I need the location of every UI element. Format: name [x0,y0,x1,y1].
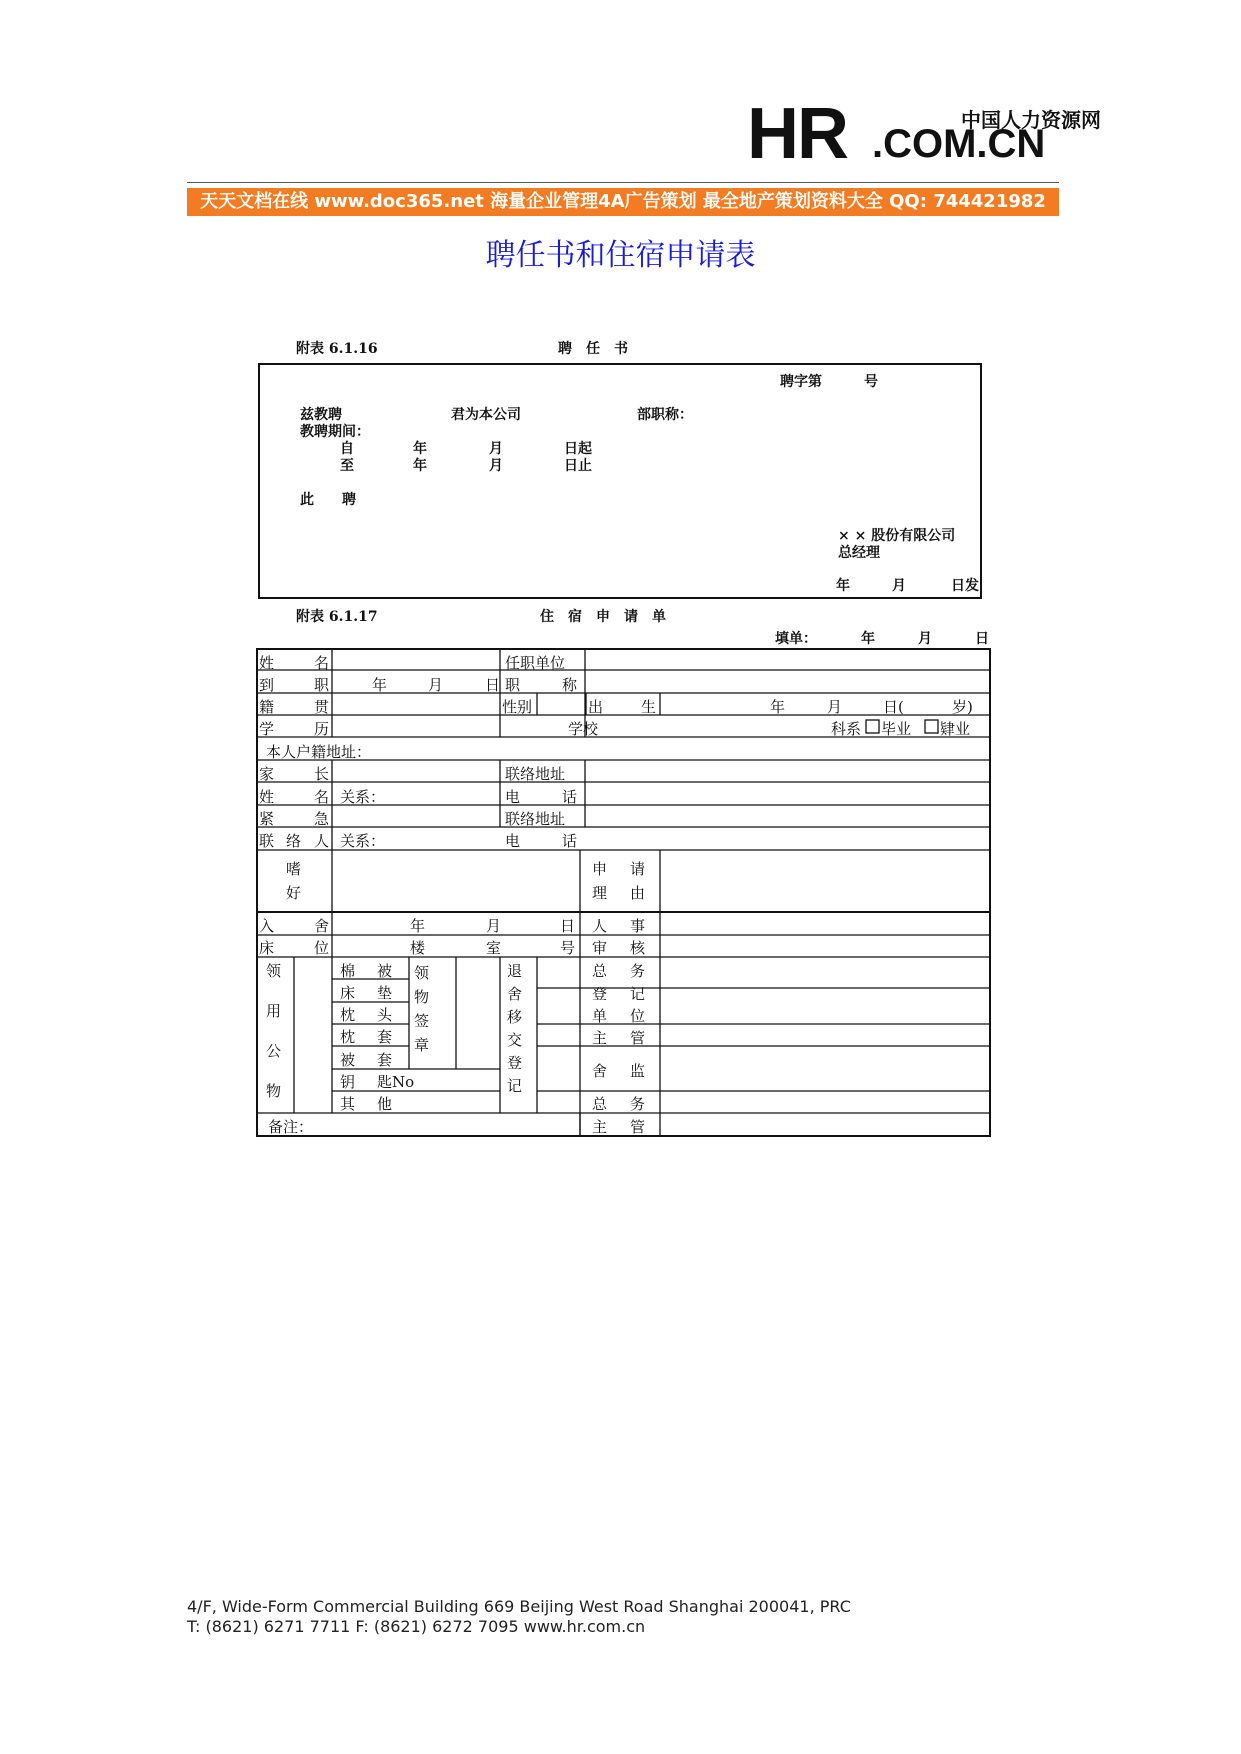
lbl-hobby-2: 好 [286,884,302,902]
lbl-sign-3: 签 [414,1012,430,1030]
lbl-hobby-1: 嗜 [286,860,302,878]
appoint-as: 君为本公司 [451,407,521,423]
lbl-parent-relation: 关系： [340,788,386,806]
lbl-title-2: 称 [562,676,578,694]
lbl-return-4: 交 [507,1031,523,1049]
document-title: 聘任书和住宿申请表 [485,238,756,273]
lbl-gen-head-3: 主 [592,1118,608,1136]
lbl-parent-phone-1: 电 [505,788,521,806]
lbl-sign-2: 物 [414,988,430,1006]
lbl-receive-1: 领 [266,962,282,980]
item-2a: 床 [340,984,356,1002]
lbl-unit-head-1: 单 [592,1007,608,1025]
item-1b: 被 [377,962,393,980]
lbl-pname-2: 名 [314,788,330,806]
lbl-supervisor-1: 舍 [592,1062,608,1080]
lbl-reason-4: 由 [630,884,646,902]
appoint-closing: 此 聘 [300,492,356,508]
lbl-job-unit: 任职单位 [505,654,566,672]
lbl-supervisor-2: 监 [630,1062,646,1080]
movein-year: 年 [410,917,426,935]
appoint-period-label: 教聘期间： [300,424,370,440]
lbl-hr-3: 审 [592,939,608,957]
arrive-day: 日 [485,676,501,694]
lbl-remarks: 备注： [268,1118,314,1136]
lbl-ec-3: 人 [314,832,330,850]
item-7b: 他 [377,1095,393,1113]
issue-month: 月 [892,578,906,594]
appointment-number: 聘字第 号 [780,374,878,390]
item-2b: 垫 [377,984,393,1002]
to-label: 至 [340,458,354,474]
lbl-unit-head-2: 位 [630,1007,646,1025]
lbl-movein-2: 舍 [314,917,330,935]
arrive-month: 月 [428,676,444,694]
item-3b: 头 [377,1006,393,1024]
lbl-graduated: 毕业 [881,720,912,738]
fill-year: 年 [861,631,875,647]
lbl-return-3: 移 [507,1008,523,1026]
lbl-gender: 性别 [502,698,533,716]
lbl-incomplete: 肄业 [940,720,971,738]
lbl-emerg-1: 紧 [259,810,275,828]
lbl-gen-reg-3: 登 [592,985,608,1003]
birth-month: 月 [827,698,843,716]
lbl-arrive-2: 职 [314,676,330,694]
lbl-native-2: 贯 [314,698,330,716]
footer-contact: T: (8621) 6271 7711 F: (8621) 6272 7095 www.hr.com.cn [187,1617,646,1636]
lbl-movein-1: 入 [259,917,275,935]
lbl-name-2: 名 [314,654,330,672]
item-5a: 被 [340,1051,356,1069]
incomplete-checkbox [925,720,938,733]
appointment-annex: 附表 6.1.16 [296,341,378,357]
logo-domain: .COM.CN [872,122,1046,166]
movein-day: 日 [560,917,576,935]
lbl-reason-1: 申 [592,860,608,878]
lbl-hr-1: 人 [592,917,608,935]
lbl-emerg-addr: 联络地址 [505,810,566,828]
lbl-ec-2: 络 [286,832,302,850]
lbl-name-1: 姓 [259,654,275,672]
birth-year: 年 [770,698,786,716]
birth-day: 日( [883,698,904,716]
lbl-pname-1: 姓 [259,788,275,806]
movein-month: 月 [486,917,502,935]
graduated-checkbox [866,720,879,733]
lbl-gen-reg-1: 总 [592,962,608,980]
from-month: 月 [489,441,503,457]
lbl-birth-1: 出 [588,698,604,716]
lbl-return-2: 舍 [507,985,523,1003]
lbl-ec-1: 联 [259,832,275,850]
lbl-hr-4: 核 [630,939,646,957]
lbl-parent-phone-2: 话 [562,788,578,806]
to-month: 月 [489,458,503,474]
footer-address: 4/F, Wide-Form Commercial Building 669 Beijing West Road Shanghai 200041, PRC [187,1597,851,1616]
lbl-number: 号 [560,939,576,957]
to-day: 日止 [564,458,592,474]
lbl-building: 楼 [410,939,426,957]
item-1a: 棉 [340,962,356,980]
lbl-school: 学校 [568,720,599,738]
lbl-unit-head-4: 管 [630,1029,646,1047]
fill-day: 日 [975,631,989,647]
logo-hr: HR [747,94,847,174]
ad-banner: 天天文档在线 www.doc365.net 海量企业管理4A广告策划 最全地产策划资料大全 QQ: 744421982 [187,188,1059,216]
lbl-return-1: 退 [507,962,523,980]
fill-month: 月 [918,631,932,647]
dorm-title: 住 宿 申 请 单 [540,609,666,625]
item-5b: 套 [377,1051,393,1069]
from-label: 自 [340,441,354,457]
company-name: × × 股份有限公司 [838,528,956,544]
lbl-hr-2: 事 [630,917,646,935]
lbl-gen-reg-4: 记 [630,985,646,1003]
logo-cn-name: 中国人力资源网 [961,108,1101,132]
lbl-reason-3: 理 [592,884,608,902]
lbl-receive-4: 物 [266,1082,282,1100]
item-6b: 匙No [377,1073,415,1091]
lbl-emerg-phone-1: 电 [505,832,521,850]
dorm-annex: 附表 6.1.17 [296,609,378,625]
lbl-emerg-2: 急 [314,810,330,828]
lbl-edu-1: 学 [259,720,275,738]
from-year: 年 [413,441,427,457]
lbl-parent-1: 家 [259,765,275,783]
lbl-native-1: 籍 [259,698,275,716]
issue-day: 日发 [951,578,979,594]
lbl-birth-2: 生 [641,698,657,716]
lbl-gen-head-1: 总 [592,1095,608,1113]
lbl-emerg-relation: 关系： [340,832,386,850]
appointment-title: 聘 任 书 [558,341,628,357]
lbl-gen-head-4: 管 [630,1118,646,1136]
item-4a: 枕 [340,1028,356,1046]
lbl-dept: 科系 [831,720,862,738]
issue-year: 年 [836,578,850,594]
item-3a: 枕 [340,1006,356,1024]
lbl-sign-4: 章 [414,1036,430,1054]
fill-label: 填单： [775,631,817,647]
lbl-gen-head-2: 务 [630,1095,646,1113]
birth-age: 岁) [952,698,973,716]
lbl-title-1: 职 [505,676,521,694]
lbl-arrive-1: 到 [259,676,275,694]
lbl-unit-head-3: 主 [592,1029,608,1047]
item-6a: 钥 [340,1073,356,1091]
arrive-year: 年 [372,676,388,694]
lbl-receive-3: 公 [266,1042,282,1060]
from-day: 日起 [564,441,592,457]
lbl-sign-1: 领 [414,964,430,982]
lbl-edu-2: 历 [314,720,330,738]
lbl-address: 本人户籍地址： [266,743,372,761]
lbl-room: 室 [486,939,502,957]
appoint-hire: 兹教聘 [300,407,342,423]
signer: 总经理 [838,545,880,561]
lbl-parent-addr: 联络地址 [505,765,566,783]
lbl-receive-2: 用 [266,1002,282,1020]
lbl-bed-2: 位 [314,939,330,957]
lbl-return-6: 记 [507,1077,523,1095]
lbl-gen-reg-2: 务 [630,962,646,980]
item-7a: 其 [340,1095,356,1113]
item-4b: 套 [377,1028,393,1046]
to-year: 年 [413,458,427,474]
lbl-parent-2: 长 [314,765,330,783]
lbl-emerg-phone-2: 话 [562,832,578,850]
lbl-bed-1: 床 [259,939,275,957]
lbl-return-5: 登 [507,1054,523,1072]
appoint-dept: 部职称： [637,407,693,423]
lbl-reason-2: 请 [630,860,646,878]
